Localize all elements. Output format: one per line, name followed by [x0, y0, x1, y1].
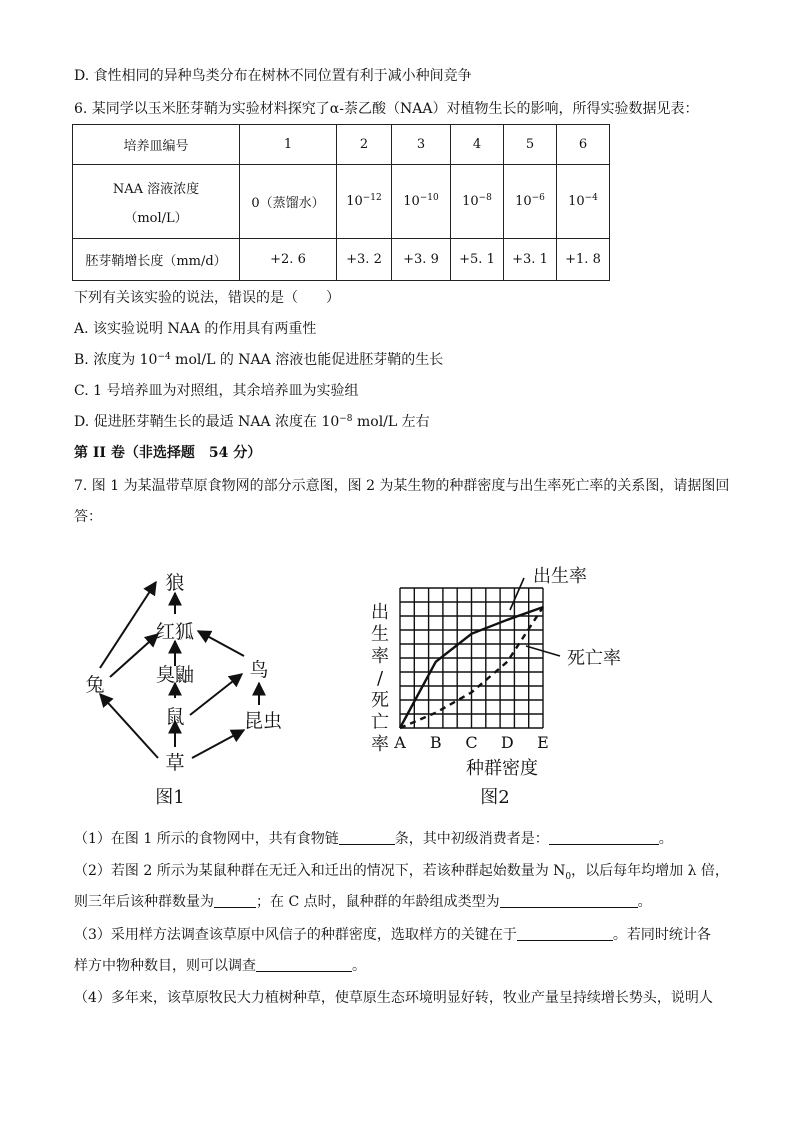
y-axis-label-char: / [376, 668, 384, 689]
concentration-cell: $10^{-4}$ [557, 165, 610, 239]
arrow-grass-rabbit [100, 694, 158, 758]
table-header-growth: 胚芽鞘增长度（mm/d） [73, 239, 240, 281]
node-rabbit: 兔 [85, 674, 105, 696]
q6-stem: 6. 某同学以玉米胚芽鞘为实验材料探究了α-萘乙酸（NAA）对植物生长的影响，所得实验数据见表： [74, 101, 699, 117]
concentration-cell: $10^{-10}$ [392, 165, 451, 239]
dish-number: 2 [337, 125, 392, 165]
dish-number: 3 [392, 125, 451, 165]
growth-cell: +1. 8 [557, 239, 610, 281]
x-tick-label: D [500, 733, 514, 752]
answer-blank[interactable] [214, 893, 256, 908]
node-bird: 鸟 [249, 659, 269, 681]
growth-cell: +2. 6 [240, 239, 337, 281]
q7-stem-line1: 7. 图 1 为某温带草原食物网的部分示意图，图 2 为某生物的种群密度与出生率死亡率的关系图，请据图回 [74, 478, 730, 494]
y-axis-label-char: 死 [371, 690, 389, 711]
x-tick-label: A [394, 733, 406, 752]
q7-sub4-line1: （4）多年来，该草原牧民大力植树种草，使草原生态环境明显好转，牧业产量呈持续增长势头，说明人 [74, 990, 713, 1006]
answer-blank[interactable] [549, 830, 659, 845]
q7-sub2-line1: （2）若图 2 所示为某鼠种群在无迁入和迁出的情况下，若该种群起始数量为 $N_0$，以后每年均增加 λ 倍， [74, 863, 729, 882]
concentration-header-line1: NAA 溶液浓度 [112, 181, 200, 197]
answer-blank[interactable] [517, 926, 613, 941]
table-header-dish: 培养皿编号 [73, 125, 240, 165]
q7-sub3-line1: （3）采用样方法调查该草原中风信子的种群密度，选取样方的关键在于 。若同时统计各 [74, 927, 711, 943]
dish-number: 4 [451, 125, 504, 165]
arrow-bird-fox [198, 631, 244, 656]
x-tick-labels [393, 733, 549, 752]
x-axis-label: 种群密度 [466, 758, 538, 779]
dish-number: 6 [557, 125, 610, 165]
node-insect: 昆虫 [243, 710, 283, 732]
q5-option-d: D. 食性相同的异种鸟类分布在树林不同位置有利于减小种间竞争 [74, 68, 472, 84]
node-mouse: 鼠 [165, 706, 185, 728]
figure1-caption: 图1 [155, 787, 185, 808]
y-axis-label-char: 亡 [371, 712, 389, 733]
y-axis-label-char: 出 [371, 602, 389, 623]
node-fox: 红狐 [155, 621, 195, 643]
q7-stem-line2: 答： [74, 509, 102, 525]
q6-option-c: C. 1 号培养皿为对照组，其余培养皿为实验组 [74, 383, 359, 399]
birth-death-rate-chart [360, 560, 660, 810]
naa-data-table [72, 124, 610, 281]
q6-option-b: B. 浓度为 $10^{-4}$ mol/L 的 NAA 溶液也能促进胚芽鞘的生长 [74, 352, 444, 368]
q7-sub2-line2: 则三年后该种群数量为 ；在 C 点时，鼠种群的年龄组成类型为 。 [74, 894, 652, 910]
answer-blank[interactable] [500, 893, 638, 908]
y-axis-label-char: 生 [371, 624, 389, 645]
table-row [73, 239, 610, 281]
arrow-grass-insect [192, 730, 244, 758]
growth-cell: +3. 9 [392, 239, 451, 281]
section-title: 第 II 卷（非选择题 54 分） [74, 445, 262, 461]
dish-number: 5 [504, 125, 557, 165]
chart-grid [400, 588, 543, 728]
arrow-rabbit-wolf [100, 582, 156, 668]
q7-sub3-line2: 样方中物种数目，则可以调查 。 [74, 958, 366, 974]
concentration-cell: 0（蒸馏水） [240, 165, 337, 239]
x-tick-label: B [429, 733, 442, 752]
birth-rate-label: 出生率 [533, 566, 587, 587]
growth-cell: +3. 2 [337, 239, 392, 281]
concentration-cell: $10^{-8}$ [451, 165, 504, 239]
answer-blank[interactable] [256, 957, 352, 972]
y-axis-label-char: 率 [371, 646, 389, 667]
y-axis-label [371, 602, 389, 755]
q6-question: 下列有关该实验的说法，错误的是（ ） [74, 290, 340, 306]
y-axis-label-char: 率 [371, 734, 389, 755]
concentration-cell: $10^{-6}$ [504, 165, 557, 239]
growth-cell: +5. 1 [451, 239, 504, 281]
table-row [73, 165, 610, 239]
food-web-diagram [70, 560, 320, 810]
node-weasel: 臭鼬 [155, 664, 195, 686]
q6-option-a: A. 该实验说明 NAA 的作用具有两重性 [74, 321, 317, 337]
birth-rate-leader [510, 578, 524, 610]
death-rate-label: 死亡率 [567, 648, 621, 669]
x-tick-label: E [537, 733, 549, 752]
answer-blank[interactable] [339, 830, 395, 845]
q7-sub1: （1）在图 1 所示的食物网中，共有食物链 条，其中初级消费者是： 。 [74, 831, 673, 847]
node-grass: 草 [165, 752, 185, 774]
node-wolf: 狼 [165, 572, 185, 594]
table-header-concentration [73, 165, 240, 239]
figure2-caption: 图2 [480, 787, 510, 808]
x-tick-label: C [465, 733, 478, 752]
table-row [73, 125, 610, 165]
q6-option-d: D. 促进胚芽鞘生长的最适 NAA 浓度在 $10^{-8}$ mol/L 左右 [74, 414, 430, 430]
concentration-header-line2: （mol/L） [124, 210, 188, 226]
arrow-mouse-bird [190, 674, 242, 715]
dish-number: 1 [240, 125, 337, 165]
concentration-cell: $10^{-12}$ [337, 165, 392, 239]
growth-cell: +3. 1 [504, 239, 557, 281]
